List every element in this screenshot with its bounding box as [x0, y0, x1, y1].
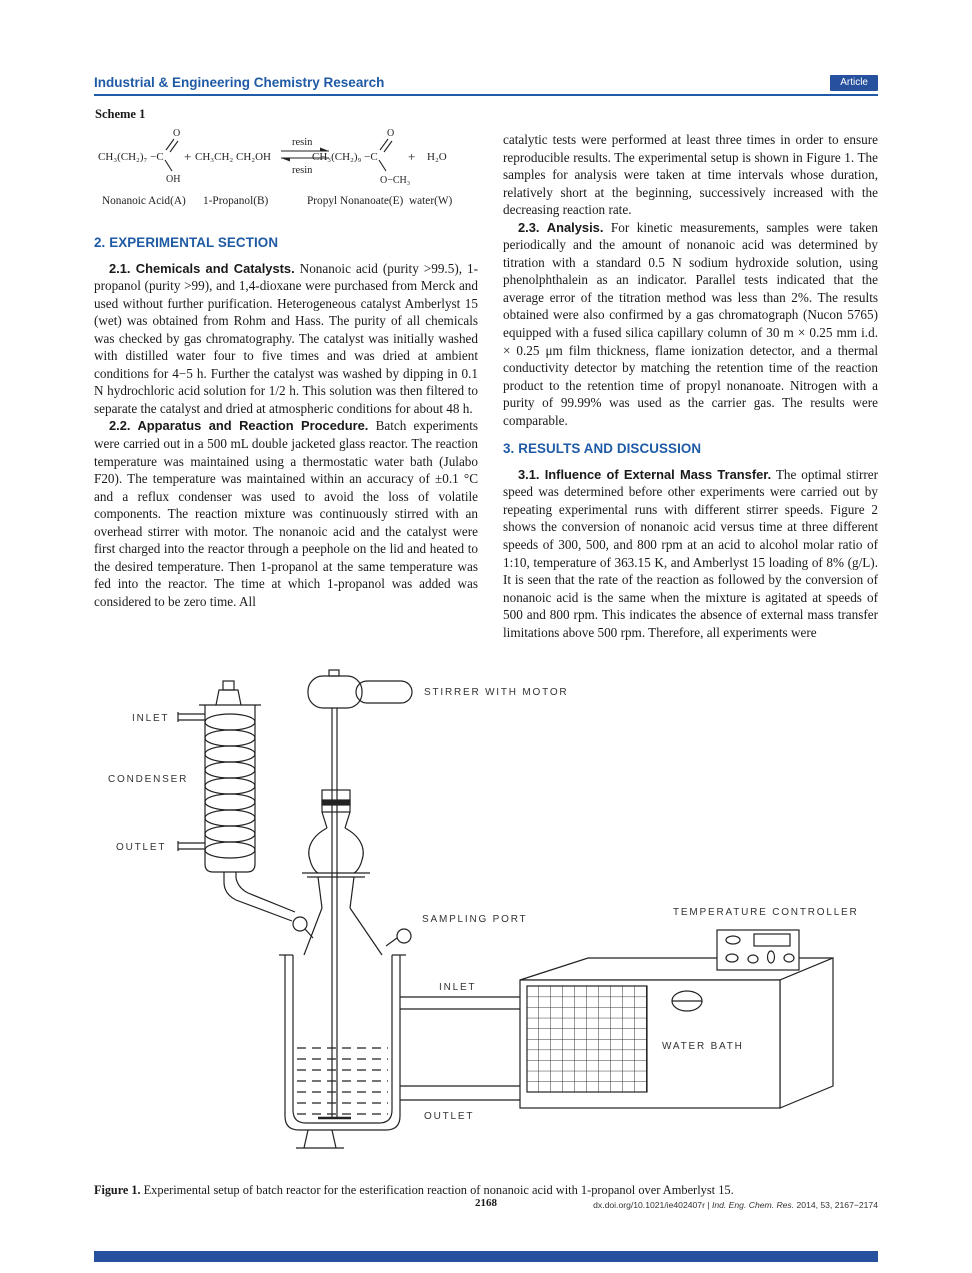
label-condenser: CONDENSER	[108, 774, 189, 785]
journal-title: Industrial & Engineering Chemistry Research	[94, 75, 385, 90]
name-water: water(W)	[409, 195, 453, 207]
acid-carbonyl-o: O	[173, 128, 181, 139]
water-bath-drawing	[520, 958, 833, 1108]
paragraph-2-3	[503, 219, 878, 430]
name-nonanoic-acid: Nonanoic Acid(A)	[102, 195, 186, 207]
paragraph-3-1	[503, 466, 878, 641]
resin-label-top: resin	[292, 137, 313, 148]
figure-caption	[94, 1182, 878, 1198]
stirrer-motor-drawing	[308, 670, 412, 708]
resin-label-bottom: resin	[292, 165, 313, 176]
bath-pipes-drawing	[400, 997, 520, 1100]
condenser-drawing	[178, 681, 313, 938]
reactor-neck-drawing	[302, 790, 382, 955]
paragraph-2-3-text: For kinetic measurements, samples were taken periodically and the amount of nonanoic acid was determined by titration with a standard 0.5 N sodium hydroxide solution, using phenolphthalein as an indicator. Parallel tests indicated that the average error of the titration method was less than 2%. The results obtained were also confirmed by a gas chromatograph (Nucon 5765) equipped with a fused silica capillary column of 30 m × 0.25 mm i.d. × 0.25 μm film thickness, flame ionization detector, and a thermal conductivity detector by matching the retention time of the reaction product to the retention time of propyl nonanoate. Nitrogen with a purity of 99.99% was used as the carrier gas. The results were comparable.	[503, 219, 879, 428]
plus-sign-2: +	[408, 149, 416, 164]
subsection-2-2-head: 2.2. Apparatus and Reaction Procedure.	[109, 418, 369, 434]
paragraph-2-2-text: Batch experiments were carried out in a 500 mL double jacketed glass reactor. The reaction temperature was maintained using a thermostatic water bath (Julabo F20). The temperature was maintained within an accuracy of ±0.1 °C and a reflux condenser was used to avoid the loss of volatile components. The reaction mixture was continuously stirred with an overhead stirrer with motor. The nonanoic acid and the catalyst were first charged into the reactor through a peephole on the lid and heated to the desired temperature. Then 1-propanol at the same temperature was fed into the reactor. The time at which 1-propanol was added was considered to be zero time. All	[94, 418, 478, 609]
page-number: 2168	[475, 1197, 497, 1209]
alcohol-formula: CH₃CH₂ CH₂OH	[195, 151, 271, 163]
ester-carbonyl-o: O	[387, 128, 395, 139]
label-water-bath: WATER BATH	[662, 1041, 744, 1052]
doi-text: dx.doi.org/10.1021/ie402407r |	[593, 1200, 712, 1210]
journal-abbreviation: Ind. Eng. Chem. Res.	[711, 1200, 795, 1210]
right-column	[503, 131, 878, 641]
continuation-paragraph: catalytic tests were performed at least three times in order to ensure reproducible results. The experimental setup is shown in Figure 1. The samples for analysis were taken at time intervals whose duration, relatively short at the beginning, successively increased with the decreasing reaction rate.	[503, 132, 878, 218]
temperature-controller-drawing	[717, 930, 799, 970]
label-condenser-inlet: INLET	[132, 713, 170, 724]
subsection-2-3-head: 2.3. Analysis.	[518, 219, 604, 235]
ester-o-alkyl: O−CH₃	[380, 175, 411, 186]
left-column	[94, 234, 478, 610]
article-badge: Article	[830, 75, 878, 91]
citation-text: 2014, 53, 2167−2174	[794, 1200, 878, 1210]
label-bath-inlet: INLET	[439, 982, 477, 993]
figure-caption-label: Figure 1.	[94, 1183, 141, 1198]
scheme-1-figure	[96, 124, 476, 219]
name-propanol: 1-Propanol(B)	[203, 195, 269, 207]
label-sampling-port: SAMPLING PORT	[422, 914, 528, 925]
scheme-label: Scheme 1	[95, 107, 146, 121]
label-bath-outlet: OUTLET	[424, 1111, 475, 1122]
section-3-heading: 3. RESULTS AND DISCUSSION	[503, 441, 702, 457]
figure-1-diagram	[94, 668, 878, 1162]
plus-sign-1: +	[184, 149, 192, 164]
section-2-heading: 2. EXPERIMENTAL SECTION	[94, 235, 279, 250]
bottom-accent-bar	[94, 1251, 878, 1262]
stirrer-shaft-drawing	[318, 708, 351, 1118]
paragraph-2-2	[94, 417, 478, 610]
figure-caption-text: Experimental setup of batch reactor for the esterification reaction of nonanoic acid with 1-propanol over Amberlyst 15.	[143, 1183, 734, 1198]
acid-oh: OH	[166, 174, 181, 185]
subsection-2-1-head: 2.1. Chemicals and Catalysts.	[109, 260, 295, 276]
ester-formula: CH₃(CH₂)₉ −C	[312, 151, 378, 163]
footer-citation	[593, 1200, 878, 1210]
paragraph-2-1-text: Nonanoic acid (purity >99.5), 1-propanol (purity >99), and 1,4-dioxane were purchased from Merck and used without further purification. Heterogeneous catalyst Amberlyst 15 (wet) was obtained from Rohm and Hass. The purity of all chemicals was checked by gas chromatography. The catalyst was initially washed with distilled water four to five times and was dried at ambient conditions for 4−5 h. Further the catalyst was washed by dipping in 0.1 N hydrochloric acid solution for 1/2 h. This solution was then filtered to separate the catalyst and dried at atmospheric conditions for about 48 h.	[94, 260, 478, 416]
sampling-port-drawing	[386, 929, 411, 946]
acid-formula: CH₃(CH₂)₇ −C	[98, 151, 164, 163]
subsection-3-1-head: 3.1. Influence of External Mass Transfer.	[518, 466, 772, 482]
name-propyl-nonanoate: Propyl Nonanoate(E)	[307, 195, 404, 207]
paragraph-2-1	[94, 260, 478, 418]
page-header	[94, 70, 878, 96]
water-formula: H₂O	[427, 151, 447, 163]
label-stirrer-with-motor: STIRRER WITH MOTOR	[424, 687, 569, 698]
label-temperature-controller: TEMPERATURE CONTROLLER	[673, 907, 859, 918]
paragraph-3-1-text: The optimal stirrer speed was determined before other experiments were carried out by repeating experimental runs with different stirrer speeds. Figure 2 shows the conversion of nonanoic acid versus time at three different speeds of 300, 500, and 800 rpm at an acid to alcohol molar ratio of 1:10, temperature of 363.15 K, and Amberlyst 15 loading of 8% (g/L). It is seen that the rate of the reaction as followed by the conversion of nonanoic acid is the same when the mixture is agitated at speeds of 500 and 800 rpm. This indicates the absence of external mass transfer limitations above 500 rpm. Therefore, all experiments were	[503, 466, 879, 640]
label-condenser-outlet: OUTLET	[116, 842, 167, 853]
